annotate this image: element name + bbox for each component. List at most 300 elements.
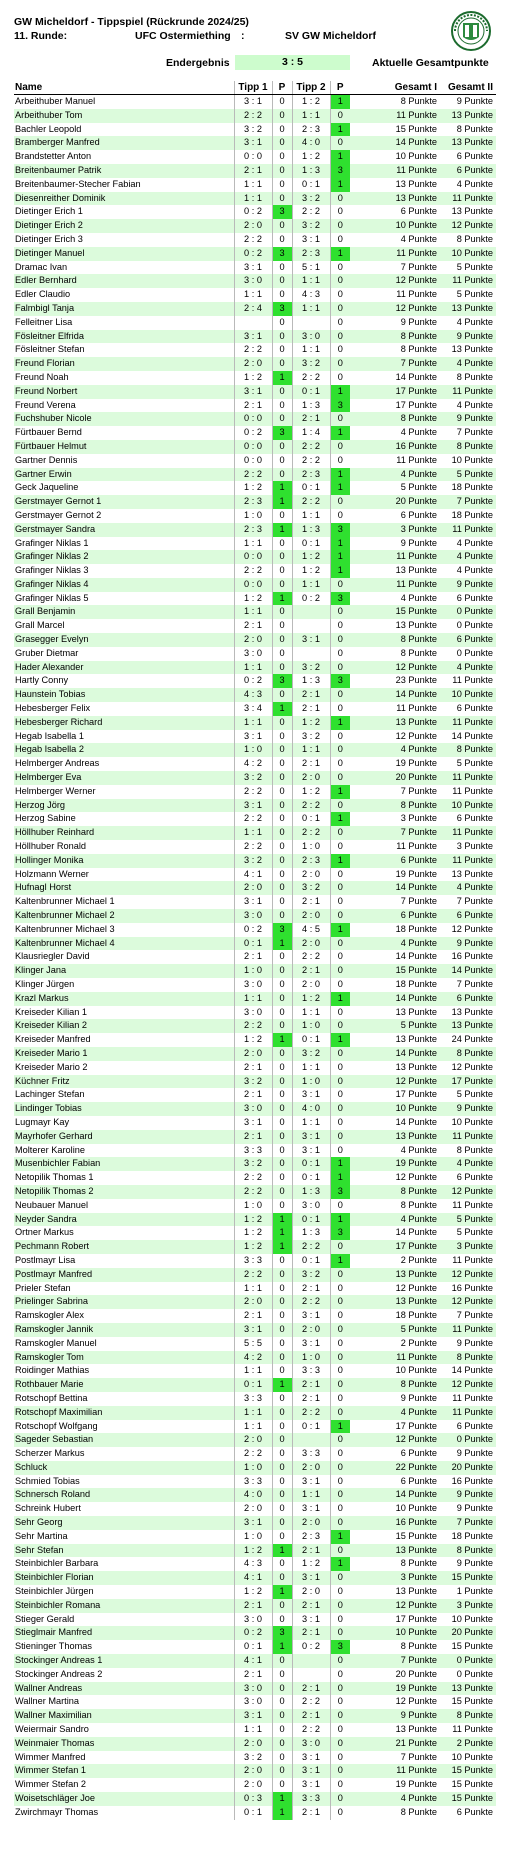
cell-total2: 7 Punkte (440, 495, 496, 509)
cell-total1: 14 Punkte (395, 1116, 437, 1127)
table-row (14, 454, 496, 468)
cell-tip1: 4 : 2 (234, 1351, 272, 1365)
cell-points2: 0 (330, 743, 350, 757)
cell-points1: 0 (272, 909, 292, 923)
cell-name: Gerstmayer Gernot 1 (14, 495, 234, 509)
cell-name: Schmied Tobias (15, 1475, 80, 1486)
cell-points1: 0 (272, 978, 292, 992)
cell-total2: 9 Punkte (440, 937, 496, 951)
table-row (14, 964, 496, 978)
cell-name: Arbeithuber Tom (14, 109, 234, 123)
cell-tip1: 3 : 0 (234, 274, 272, 288)
cell-tip2: 3 : 1 (292, 1144, 330, 1158)
table-row (14, 1599, 496, 1613)
cell-name: Stieninger Thomas (15, 1641, 92, 1652)
cell-total1: 13 Punkte (350, 1295, 440, 1309)
cell-points1: 0 (272, 412, 292, 426)
cell-name: Stieger Gerald (15, 1613, 75, 1624)
cell-points2: 0 (330, 647, 350, 661)
cell-points2: 0 (330, 261, 350, 275)
cell-points1: 0 (272, 1337, 292, 1351)
cell-tip2: 0 : 1 (292, 537, 330, 551)
cell-name: Wimmer Stefan 2 (15, 1779, 86, 1790)
cell-tip1: 4 : 1 (234, 1654, 272, 1668)
cell-name: Kaltenbrunner Michael 3 (15, 923, 115, 934)
cell-points1: 0 (272, 799, 292, 813)
cell-points2: 0 (330, 578, 350, 592)
cell-points2: 0 (330, 233, 350, 247)
cell-points1: 1 (272, 523, 292, 537)
cell-points2: 0 (330, 1488, 350, 1502)
table-row (14, 992, 496, 1006)
cell-points1: 0 (272, 868, 292, 882)
cell-total1: 7 Punkte (350, 357, 440, 371)
cell-tip2: 1 : 1 (292, 1488, 330, 1502)
cell-total1: 6 Punkte (400, 1475, 437, 1486)
cell-points1: 0 (272, 1571, 292, 1585)
cell-name: Rothbauer Marie (14, 1378, 234, 1392)
cell-points2: 3 (330, 523, 350, 537)
cell-name: Krazl Markus (14, 992, 234, 1006)
cell-name: Freund Norbert (14, 385, 234, 399)
cell-tip1: 1 : 2 (234, 1213, 272, 1227)
cell-tip1: 1 : 1 (234, 288, 272, 302)
cell-points2: 0 (330, 1723, 350, 1737)
table-row (14, 123, 496, 137)
cell-tip2: 1 : 0 (292, 840, 330, 854)
cell-points1: 1 (272, 937, 292, 951)
cell-tip2: 3 : 1 (292, 1778, 330, 1792)
cell-total2: 13 Punkte (440, 1682, 496, 1696)
cell-total1: 3 Punkte (400, 813, 437, 824)
cell-tip1: 2 : 1 (234, 399, 272, 413)
cell-name: Mayrhofer Gerhard (14, 1130, 234, 1144)
cell-tip1: 2 : 1 (234, 1309, 272, 1323)
column-header-total2: Gesamt II (440, 81, 496, 95)
cell-tip1: 2 : 0 (234, 1047, 272, 1061)
table-row (14, 1668, 496, 1682)
table-row (14, 868, 496, 882)
cell-tip1: 2 : 4 (234, 302, 272, 316)
table-row (14, 840, 496, 854)
cell-name: Geck Jaqueline (15, 482, 79, 493)
cell-total1: 4 Punkte (400, 592, 437, 603)
cell-total2: 6 Punkte (456, 703, 493, 714)
totals-label: Aktuelle Gesamtpunkte (372, 57, 489, 69)
cell-tip1: 2 : 0 (234, 1764, 272, 1778)
table-row (14, 1447, 496, 1461)
cell-total2: 8 Punkte (456, 371, 493, 382)
cell-total1: 18 Punkte (395, 923, 437, 934)
cell-total1: 14 Punkte (350, 992, 440, 1006)
cell-total2: 12 Punkte (440, 1185, 496, 1199)
cell-total1: 8 Punkte (350, 330, 440, 344)
cell-total1: 3 Punkte (350, 523, 440, 537)
cell-tip2: 2 : 3 (292, 123, 330, 137)
cell-tip2: 2 : 3 (292, 468, 330, 482)
cell-tip2: 1 : 1 (292, 743, 330, 757)
cell-points1: 0 (272, 468, 292, 482)
cell-name: Prieler Stefan (15, 1282, 71, 1293)
table-row (14, 633, 496, 647)
cell-total2: 2 Punkte (440, 1737, 496, 1751)
cell-points2: 0 (330, 357, 350, 371)
table-row (14, 523, 496, 537)
cell-points2: 0 (330, 316, 350, 330)
cell-tip1: 4 : 3 (234, 1557, 272, 1571)
cell-total1: 6 Punkte (400, 1448, 437, 1459)
table-row (14, 357, 496, 371)
table-row (14, 1723, 496, 1737)
cell-total1: 9 Punkte (400, 316, 437, 327)
cell-total1: 13 Punkte (350, 716, 440, 730)
cell-tip1: 5 : 5 (234, 1337, 272, 1351)
cell-total2: 14 Punkte (451, 1365, 493, 1376)
cell-points2: 0 (330, 1047, 350, 1061)
cell-tip1: 1 : 1 (234, 1420, 272, 1434)
cell-points1: 0 (272, 1088, 292, 1102)
cell-points2: 1 (330, 123, 350, 137)
cell-points2: 0 (330, 192, 350, 206)
cell-points1: 0 (272, 550, 292, 564)
cell-points1: 0 (272, 1502, 292, 1516)
cell-total2: 11 Punkte (452, 1392, 493, 1403)
cell-total2: 16 Punkte (451, 1475, 493, 1486)
table-row (14, 688, 496, 702)
cell-name: Rotschopf Wolfgang (15, 1420, 98, 1431)
cell-points1: 0 (272, 178, 292, 192)
cell-tip2: 0 : 1 (292, 1213, 330, 1227)
cell-total1: 13 Punkte (350, 1544, 440, 1558)
cell-tip2 (292, 1654, 330, 1668)
cell-points2: 0 (330, 1351, 350, 1365)
cell-tip1: 2 : 3 (234, 523, 272, 537)
cell-tip2: 0 : 1 (292, 481, 330, 495)
cell-tip2: 2 : 1 (292, 895, 330, 909)
table-row (14, 1351, 496, 1365)
cell-tip1: 0 : 2 (234, 674, 272, 688)
cell-tip2: 1 : 2 (292, 550, 330, 564)
cell-tip2: 1 : 1 (292, 1061, 330, 1075)
cell-tip1: 3 : 1 (234, 730, 272, 744)
cell-points1: 0 (272, 1351, 292, 1365)
cell-points1: 0 (272, 1406, 292, 1420)
cell-tip1: 0 : 0 (234, 578, 272, 592)
cell-points2: 0 (330, 1613, 350, 1627)
cell-points1: 0 (272, 1268, 292, 1282)
cell-tip1: 1 : 2 (234, 1226, 272, 1240)
cell-tip1: 2 : 0 (234, 881, 272, 895)
table-row (14, 1516, 496, 1530)
cell-points2: 1 (330, 247, 350, 261)
cell-tip2: 3 : 2 (292, 730, 330, 744)
cell-tip1: 1 : 2 (234, 1585, 272, 1599)
cell-tip1: 2 : 0 (234, 1295, 272, 1309)
cell-points2: 0 (330, 1544, 350, 1558)
cell-points1: 0 (272, 1530, 292, 1544)
cell-name: Roidinger Mathias (15, 1365, 90, 1376)
cell-tip2: 1 : 1 (292, 1116, 330, 1130)
cell-points1: 0 (272, 1475, 292, 1489)
cell-points2: 0 (330, 702, 350, 716)
table-row (14, 1475, 496, 1489)
cell-tip2: 3 : 1 (292, 1751, 330, 1765)
cell-points1: 0 (272, 1613, 292, 1627)
cell-name: Fürtbauer Helmut (14, 440, 234, 454)
cell-total2: 5 Punkte (456, 1089, 493, 1100)
cell-tip2: 1 : 1 (292, 109, 330, 123)
table-row (14, 288, 496, 302)
cell-total1: 17 Punkte (395, 1420, 437, 1431)
team-separator: : (241, 30, 245, 42)
table-row (14, 1254, 496, 1268)
cell-total2: 6 Punkte (440, 633, 496, 647)
cell-tip2: 2 : 2 (292, 440, 330, 454)
table-row (14, 1392, 496, 1406)
cell-total2: 11 Punkte (440, 771, 496, 785)
cell-tip1: 2 : 2 (234, 1185, 272, 1199)
cell-points1: 1 (272, 1378, 292, 1392)
cell-total1: 17 Punkte (350, 1240, 440, 1254)
cell-total2: 9 Punkte (456, 1503, 493, 1514)
cell-total2: 13 Punkte (451, 344, 493, 355)
cell-points1: 0 (272, 95, 292, 109)
cell-total1: 23 Punkte (395, 675, 437, 686)
cell-points1: 0 (272, 1185, 292, 1199)
cell-points2: 0 (330, 1019, 350, 1033)
table-row (14, 219, 496, 233)
page-title: GW Micheldorf - Tippspiel (Rückrunde 2024/25) (14, 16, 249, 28)
cell-tip1: 3 : 3 (234, 1475, 272, 1489)
cell-points2: 0 (330, 454, 350, 468)
cell-name: Schreink Hubert (15, 1503, 81, 1514)
cell-tip2: 3 : 1 (292, 1475, 330, 1489)
cell-points2: 0 (330, 1006, 350, 1020)
cell-name: Küchner Fritz (14, 1075, 234, 1089)
cell-name: Freund Florian (14, 357, 234, 371)
cell-name: Höllhuber Reinhard (14, 826, 234, 840)
cell-points2: 3 (330, 1185, 350, 1199)
cell-name: Helmberger Werner (15, 785, 96, 796)
cell-total2: 11 Punkte (452, 785, 493, 796)
table-row (14, 205, 496, 219)
cell-total1: 8 Punkte (400, 344, 437, 355)
cell-points2: 0 (330, 895, 350, 909)
cell-tip2 (292, 1668, 330, 1682)
cell-points2: 1 (330, 1033, 350, 1047)
table-row (14, 1571, 496, 1585)
cell-name: Ramskogler Alex (15, 1310, 84, 1321)
cell-total2: 3 Punkte (440, 1240, 496, 1254)
cell-name: Klinger Jana (14, 964, 234, 978)
cell-name: Stieglmair Manfred (14, 1626, 234, 1640)
cell-points1: 1 (272, 1640, 292, 1654)
cell-points2: 1 (330, 564, 350, 578)
cell-tip2: 2 : 2 (292, 1723, 330, 1737)
table-row (14, 1323, 496, 1337)
cell-points1: 0 (272, 992, 292, 1006)
cell-points1: 0 (272, 1061, 292, 1075)
table-row (14, 1199, 496, 1213)
cell-tip2: 1 : 2 (292, 564, 330, 578)
home-team: UFC Ostermiething (135, 30, 231, 42)
cell-tip1: 2 : 0 (234, 1737, 272, 1751)
cell-total1: 17 Punkte (395, 399, 437, 410)
cell-points1: 0 (272, 895, 292, 909)
cell-tip2: 3 : 2 (292, 357, 330, 371)
cell-points1: 0 (272, 757, 292, 771)
cell-points1: 0 (272, 1557, 292, 1571)
cell-total1: 18 Punkte (395, 979, 437, 989)
cell-total2: 11 Punkte (440, 1130, 496, 1144)
cell-total2: 4 Punkte (456, 316, 493, 327)
cell-total2: 3 Punkte (440, 1599, 496, 1613)
away-team: SV GW Micheldorf (285, 30, 377, 42)
table-row (14, 978, 496, 992)
cell-name: Hegab Isabella 1 (15, 730, 84, 741)
cell-tip2: 3 : 2 (292, 881, 330, 895)
cell-tip2: 0 : 1 (292, 1033, 330, 1047)
cell-tip1: 2 : 2 (234, 1171, 272, 1185)
cell-tip1: 1 : 2 (234, 592, 272, 606)
cell-tip1: 1 : 2 (234, 481, 272, 495)
cell-total1: 10 Punkte (350, 1102, 440, 1116)
cell-tip1: 4 : 0 (234, 1488, 272, 1502)
cell-tip1: 1 : 0 (234, 1530, 272, 1544)
cell-name: Wimmer Stefan 1 (14, 1764, 234, 1778)
table-row (14, 716, 496, 730)
cell-tip1: 1 : 1 (234, 1406, 272, 1420)
club-logo-icon (451, 11, 491, 51)
cell-tip2: 1 : 0 (292, 1019, 330, 1033)
cell-tip1: 2 : 1 (234, 1668, 272, 1682)
cell-points2: 1 (330, 716, 350, 730)
cell-name: Kaltenbrunner Michael 2 (14, 909, 234, 923)
cell-name: Zwirchmayr Thomas (15, 1806, 99, 1817)
cell-tip2: 1 : 3 (292, 164, 330, 178)
cell-total1: 14 Punkte (350, 881, 440, 895)
cell-tip1: 3 : 0 (234, 1006, 272, 1020)
cell-name: Hollinger Monika (14, 854, 234, 868)
cell-total2: 11 Punkte (440, 1406, 496, 1420)
cell-points2: 1 (330, 1420, 350, 1434)
cell-tip1: 1 : 0 (234, 964, 272, 978)
cell-name: Edler Bernhard (14, 274, 234, 288)
cell-total2: 10 Punkte (451, 1613, 493, 1624)
cell-total2: 12 Punkte (451, 1061, 493, 1072)
cell-points1: 0 (272, 619, 292, 633)
cell-name: Netopilik Thomas 2 (14, 1185, 234, 1199)
cell-name: Molterer Karoline (15, 1144, 85, 1155)
cell-name: Steinbichler Florian (14, 1571, 234, 1585)
cell-total1: 5 Punkte (350, 1323, 440, 1337)
cell-points1: 0 (272, 785, 292, 799)
table-row (14, 1544, 496, 1558)
cell-tip2: 2 : 1 (292, 1599, 330, 1613)
cell-tip2: 2 : 2 (292, 1295, 330, 1309)
cell-points2: 0 (330, 1502, 350, 1516)
cell-points2: 0 (330, 1323, 350, 1337)
cell-tip1: 3 : 4 (234, 702, 272, 716)
cell-total2: 5 Punkte (456, 289, 493, 300)
cell-tip1: 0 : 1 (234, 937, 272, 951)
cell-name: Arbeithuber Manuel (15, 96, 96, 106)
cell-points2: 0 (330, 1778, 350, 1792)
cell-points2: 1 (330, 1254, 350, 1268)
cell-tip1: 3 : 1 (234, 136, 272, 150)
cell-tip1: 2 : 2 (234, 1268, 272, 1282)
cell-tip2: 2 : 3 (292, 1530, 330, 1544)
table-row (14, 550, 496, 564)
cell-points1: 0 (272, 1309, 292, 1323)
table-row (14, 1751, 496, 1765)
cell-name: Fösleitner Stefan (15, 344, 85, 355)
cell-name: Pechmann Robert (14, 1240, 234, 1254)
cell-name: Schluck (14, 1461, 234, 1475)
cell-total2: 8 Punkte (440, 1351, 496, 1365)
table-row (14, 1737, 496, 1751)
cell-total1: 11 Punkte (350, 247, 440, 261)
cell-tip2: 3 : 1 (292, 1088, 330, 1102)
cell-tip1: 3 : 1 (234, 1516, 272, 1530)
cell-name: Klinger Jürgen (15, 979, 75, 989)
cell-points2: 0 (330, 1599, 350, 1613)
cell-tip2: 2 : 0 (292, 1323, 330, 1337)
cell-tip2: 4 : 5 (292, 923, 330, 937)
cell-tip1: 3 : 2 (234, 1075, 272, 1089)
cell-total2: 9 Punkte (440, 578, 496, 592)
cell-points1: 0 (272, 1737, 292, 1751)
cell-name: Neyder Sandra (14, 1213, 234, 1227)
cell-name: Hebesberger Richard (14, 716, 234, 730)
cell-tip2: 3 : 1 (292, 1613, 330, 1627)
cell-tip2: 3 : 1 (292, 1764, 330, 1778)
cell-name: Haunstein Tobias (14, 688, 234, 702)
cell-tip1: 3 : 1 (234, 1709, 272, 1723)
cell-name: Postlmayr Lisa (15, 1254, 76, 1265)
cell-points2: 1 (330, 150, 350, 164)
cell-name: Ramskogler Tom (14, 1351, 234, 1365)
cell-tip2: 2 : 0 (292, 1585, 330, 1599)
cell-total2: 20 Punkte (440, 1461, 496, 1475)
cell-points1: 0 (272, 964, 292, 978)
cell-points2: 1 (330, 854, 350, 868)
cell-total1: 15 Punkte (395, 1530, 437, 1541)
cell-tip1: 1 : 2 (234, 1544, 272, 1558)
cell-name: Gruber Dietmar (15, 647, 79, 658)
cell-points2: 0 (330, 109, 350, 123)
round-label: 11. Runde: (14, 30, 68, 42)
cell-total1: 19 Punkte (395, 868, 437, 879)
cell-points1: 0 (272, 1130, 292, 1144)
cell-total1: 10 Punkte (350, 1626, 440, 1640)
cell-name: Breitenbaumer-Stecher Fabian (15, 178, 141, 189)
cell-name: Wallner Andreas (14, 1682, 234, 1696)
cell-total2: 13 Punkte (440, 302, 496, 316)
cell-total2: 9 Punkte (456, 1558, 493, 1569)
cell-name: Neubauer Manuel (15, 1199, 89, 1210)
table-row (14, 481, 496, 495)
cell-total2: 4 Punkte (456, 565, 493, 576)
cell-name: Dramac Ivan (15, 261, 68, 272)
cell-points2: 0 (330, 1709, 350, 1723)
cell-name: Grafinger Niklas 1 (15, 537, 89, 548)
table-row (14, 854, 496, 868)
cell-total1: 8 Punkte (400, 96, 437, 106)
cell-points2: 0 (330, 964, 350, 978)
cell-points1: 1 (272, 1240, 292, 1254)
cell-total2: 9 Punkte (440, 412, 496, 426)
